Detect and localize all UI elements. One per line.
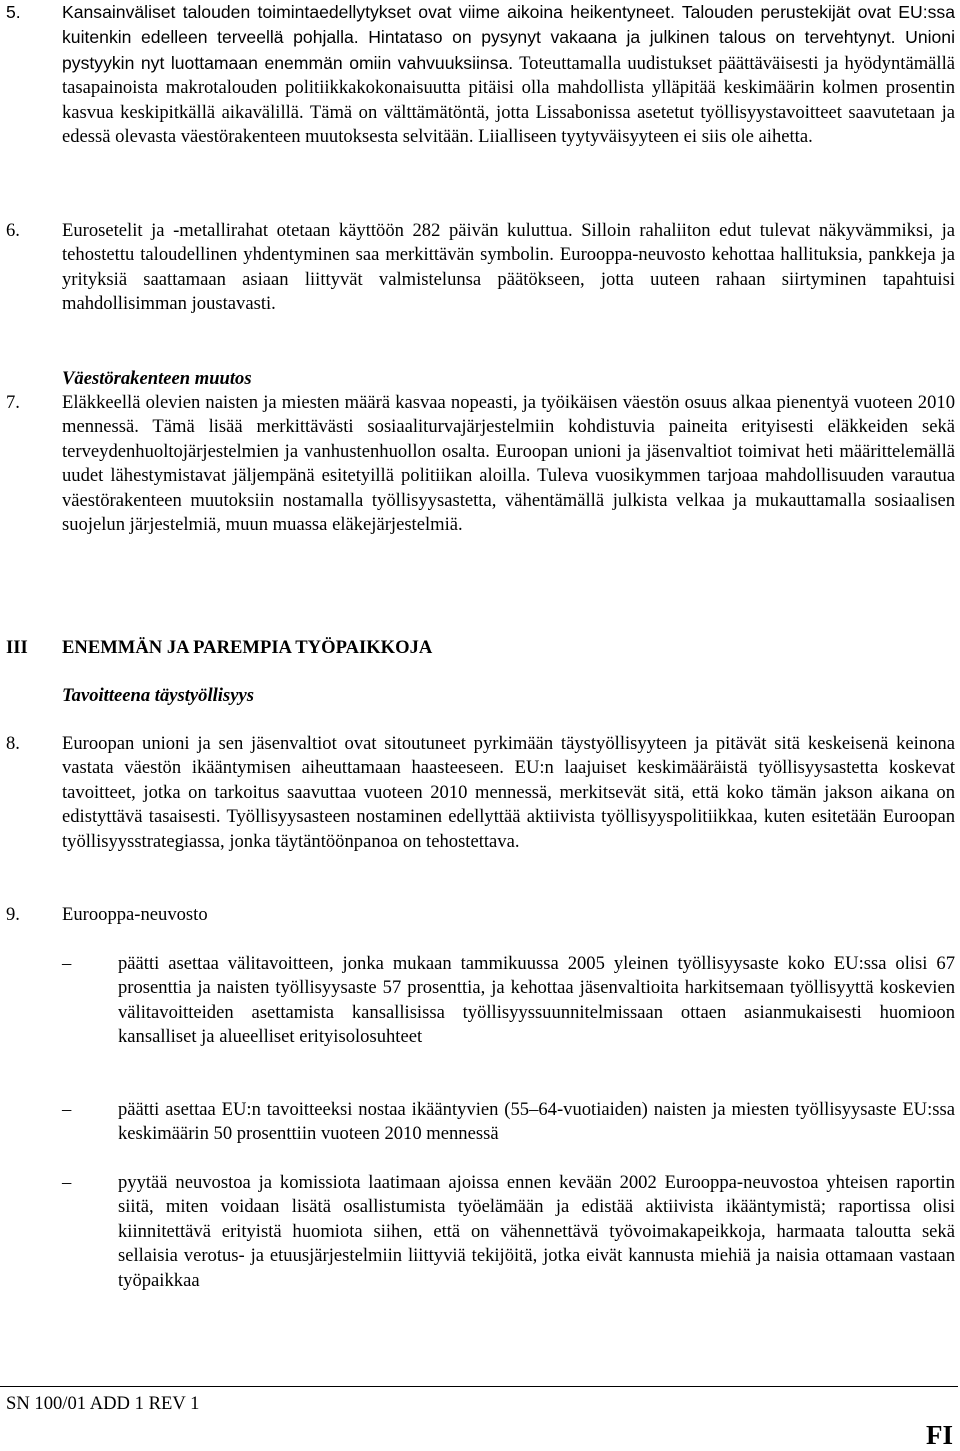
subheading-population-change: Väestörakenteen muutos [62,368,252,389]
dash-bullet: – [62,1172,72,1193]
subheading-full-employment: Tavoitteena täystyöllisyys [62,685,254,706]
paragraph-6 [0,219,955,317]
dash-bullet: – [62,1099,72,1120]
footer-document-reference: SN 100/01 ADD 1 REV 1 [6,1393,200,1414]
footer-language-code: FI [926,1420,953,1450]
section-title: ENEMMÄN JA PAREMPIA TYÖPAIKKOJA [62,637,433,658]
paragraph-text-serif: Toteuttamalla uudistukset päättäväisesti ja hyödyntämällä tasapainoista makrotalouden politiikkakokonaisuutta pitäisi olla mahdollista ylläpitää keskimäärin kolmen prosentin kasvua keskipitkällä aikavälillä. Tämä on välttämätöntä, jotta Lissabonissa asetetut työllisyystavoitteet saavutetaan ja edessä olevasta väestörakenteen muutoksesta selvitään. Liialliseen tyytyväisyyteen ei siis ole aihetta. [62,52,955,148]
footer-divider [0,1386,958,1387]
paragraph-8 [0,732,955,854]
list-item-text: pyytää neuvostoa ja komissiota laatimaan ajoissa ennen kevään 2002 Eurooppa-neuvostoa yhteisen raportin siitä, miten voidaan lisätä osallistumista työelämään ja edistää aktiivista ikääntymistä; raportissa olisi kiinnitettävä erityistä huomiota siihen, että on vähennettävä työvoimakapeikkoja, harmaata taloutta sekä sellaisia verotus- ja etuusjärjestelmiin liittyviä tekijöitä, jotka eivät kannusta miehiä ja naisia ottamaan vastaan työpaikkaa [118,1172,955,1291]
paragraph-text: Eläkkeellä olevien naisten ja miesten määrä kasvaa nopeasti, ja työikäisen väestön osuus alkaa pienentyä vuoteen 2010 mennessä. Tämä lisää merkittävästi sosiaaliturvajärjestelmiin kohdistuvia paineita erityisesti eläkkeiden sekä terveydenhuoltojärjestelmien ja vanhustenhuollon osalta. Euroopan unioni ja jäsenvaltiot toimivat heti määrittelemällä uudet lähestymistavat jäljempänä esitetyillä politiikan aloilla. Tuleva vuosikymmen tarjoaa mahdollisuuden varautua väestörakenteen muutoksiin nostamalla työllisyysastetta, vähentämällä julkista velkaa ja mukauttamalla sosiaalisen suojelun järjestelmiä, muun muassa eläkejärjestelmiä. [62,392,955,536]
list-item-text: päätti asettaa välitavoitteen, jonka mukaan tammikuussa 2005 yleinen työllisyysaste koko EU:ssa olisi 67 prosenttia ja naisten työllisyysaste 57 prosenttia, ja kehottaa jäsenvaltioita harkitsemaan työllisyyttä koskevien välitavoitteiden asettamista kansallisissa työllisyyssuunnitelmissaan ottaen asianmukaisesti huomioon kansalliset ja alueelliset erityisolosuhteet [118,953,955,1048]
paragraph-number: 6. [6,220,20,241]
list-item [0,952,955,1050]
paragraph-9 [0,903,955,927]
dash-bullet: – [62,953,72,974]
paragraph-number: 9. [6,904,20,925]
list-item [0,1098,955,1147]
section-number: III [6,637,28,658]
list-item [0,1171,955,1293]
paragraph-text-sans: Kansainväliset talouden toimintaedellytykset ovat viime aikoina heikentyneet. Talouden perustekijät ovat EU:ssa kuitenkin edelleen terveellä pohjalla. Hintataso on pysynyt vakaana ja julkinen talous on tervehtynyt. Unioni pystyykin nyt luottamaan enemmän omiin vahvuuksiinsa. [62,2,955,73]
paragraph-text: Euroopan unioni ja sen jäsenvaltiot ovat sitoutuneet pyrkimään täystyöllisyyteen ja pitävät sitä keskeisenä keinona vastata väestön ikääntymisen aiheuttamaan haasteeseen. EU:n laajuiset keskimääräistä työllisyysastetta koskevat tavoitteet, jotka on tarkoitus saavuttaa vuoteen 2010 mennessä, merkitsevät sitä, että koko tämän jakson aikana on edistyttävä tasaisesti. Työllisyysasteen nostaminen edellyttää aktiivista työllisyyspolitiikkaa, kuten esitetään Euroopan työllisyysstrategiassa, jonka täytäntöönpanoa on tehostettava. [62,733,955,852]
paragraph-7 [0,391,955,537]
paragraph-text [62,0,955,149]
paragraph-number: 7. [6,392,20,413]
paragraph-number: 5. [6,2,21,22]
paragraph-text: Eurooppa-neuvosto [62,904,208,925]
paragraph-number: 8. [6,733,20,754]
paragraph-text: Eurosetelit ja -metallirahat otetaan käyttöön 282 päivän kuluttua. Silloin rahaliiton edut tulevat näkyvämmiksi, ja tehostettu taloudellinen yhdentyminen saa merkittävän symbolin. Eurooppa-neuvosto kehottaa hallituksia, pankkeja ja yrityksiä saattamaan asiaan liittyvät valmistelunsa päätökseen, jotta uuteen rahaan siirtyminen tapahtuisi mahdollisimman joustavasti. [62,220,955,315]
paragraph-5 [0,0,955,149]
list-item-text: päätti asettaa EU:n tavoitteeksi nostaa ikääntyvien (55–64-vuotiaiden) naisten ja miesten työllisyysaste EU:ssa keskimäärin 50 prosenttiin vuoteen 2010 mennessä [118,1099,955,1145]
